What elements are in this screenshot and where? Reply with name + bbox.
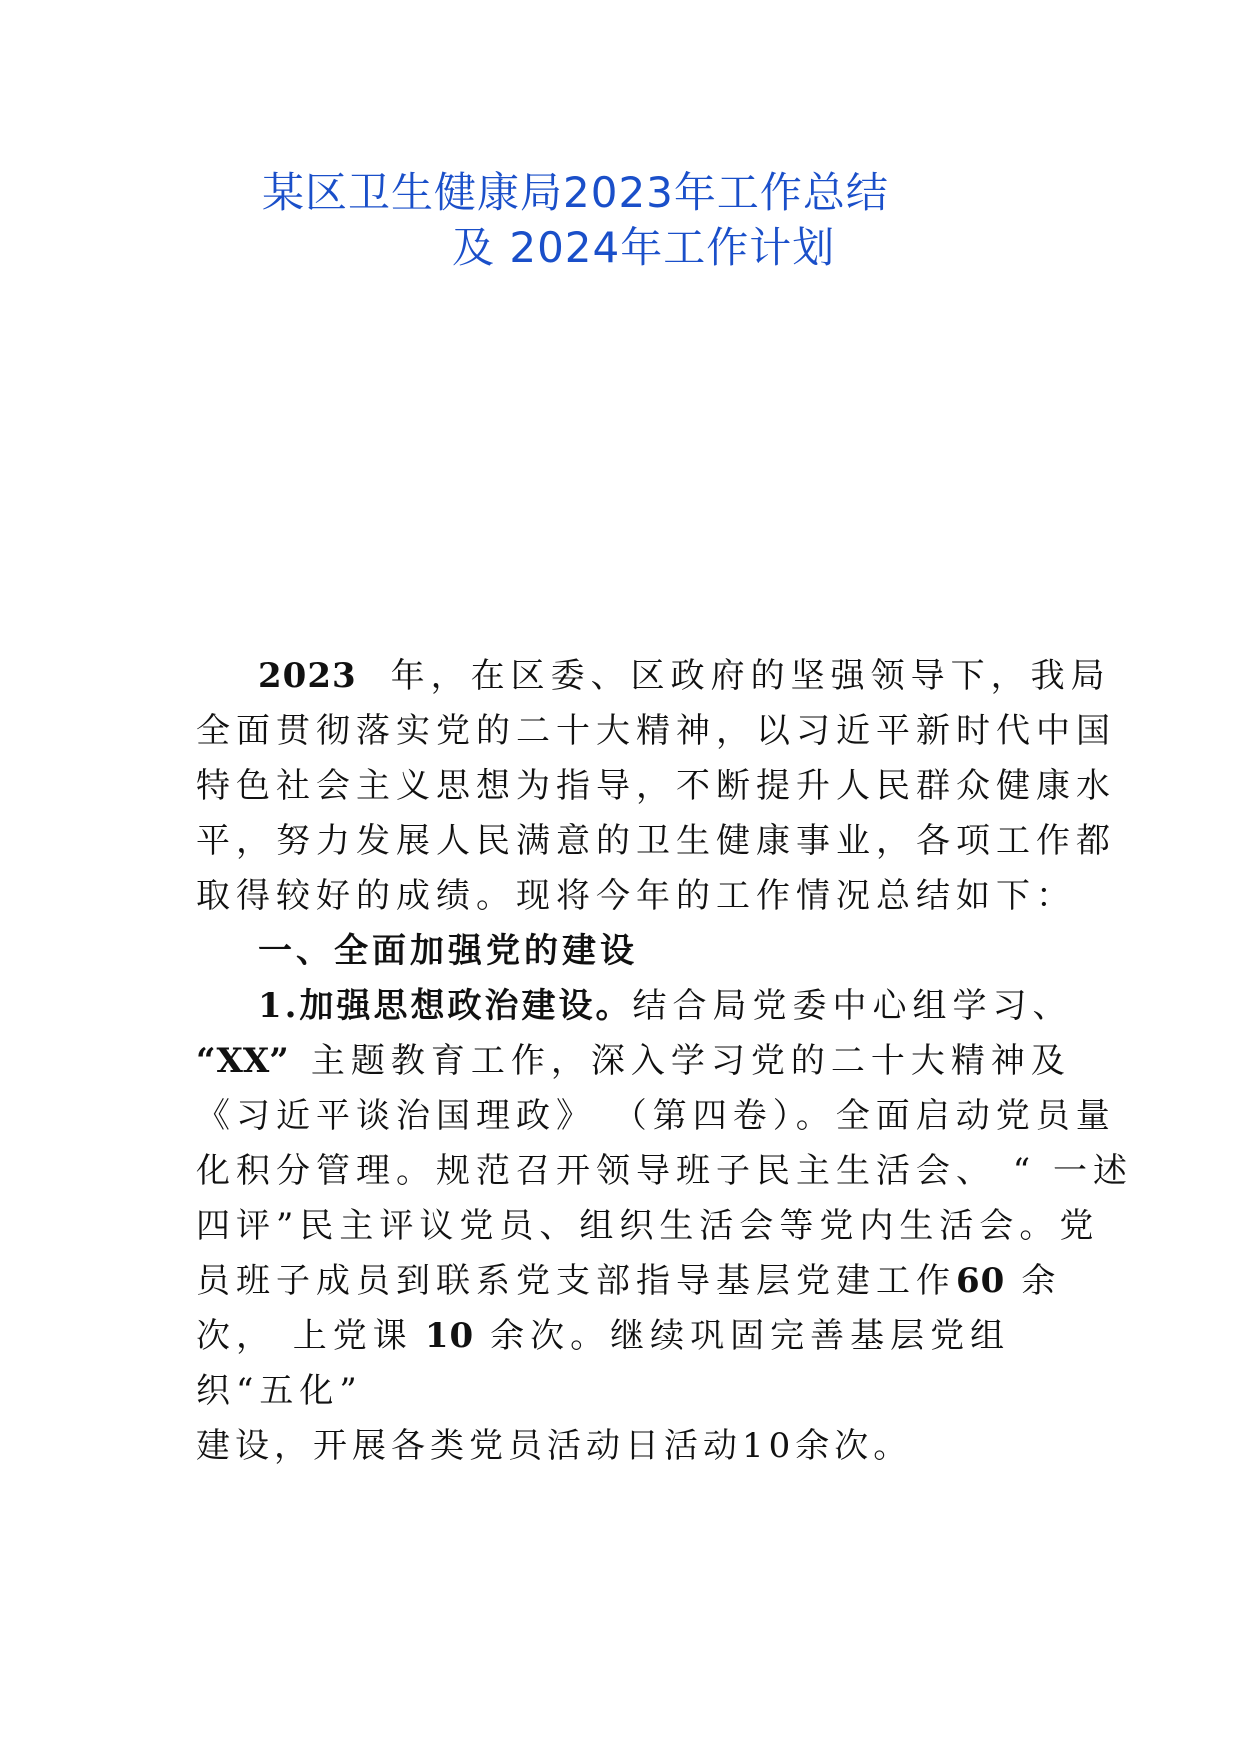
item1-line-7-suffix: 余次。继续巩固完善基层党组	[490, 1316, 1011, 1356]
item1-line-6-text: 员班子成员到联系党支部指导基层党建工作	[196, 1261, 956, 1301]
item1-line-7-text: 次， 上党课	[196, 1316, 413, 1356]
item1-line-2	[196, 1041, 1071, 1081]
intro-year: 2023	[258, 656, 357, 696]
item1-line-3: 《习近平谈治国理政》 （第四卷）。全面启动党员量	[196, 1096, 1116, 1136]
item1-line-6	[196, 1261, 1061, 1301]
item1-line-7-number: 10	[424, 1316, 475, 1356]
intro-line-4: 平，努力发展人民满意的卫生健康事业，各项工作都	[196, 821, 1116, 861]
item1-line-5: 四评”民主评议党员、组织生活会等党内生活会。党	[196, 1206, 1100, 1246]
item1-line-9: 建设，开展各类党员活动日活动10余次。	[196, 1426, 913, 1466]
intro-line-1	[258, 656, 1111, 696]
item1-line-6-number: 60	[956, 1261, 1006, 1301]
item1-line-8: 织“五化”	[196, 1371, 363, 1411]
document-title-line-2: 及 2024年工作计划	[452, 223, 836, 272]
intro-line-2: 全面贯彻落实党的二十大精神，以习近平新时代中国	[196, 711, 1116, 751]
item1-line-6-suffix: 余	[1021, 1261, 1062, 1301]
section-heading: 一、全面加强党的建设	[258, 931, 638, 971]
item1-line-1	[258, 986, 1073, 1026]
item1-line-7	[196, 1316, 1010, 1356]
item1-quote: “XX”	[196, 1041, 289, 1081]
intro-line-5: 取得较好的成绩。现将今年的工作情况总结如下：	[196, 876, 1076, 916]
item1-line-2-text: 主题教育工作，深入学习党的二十大精神及	[310, 1041, 1071, 1081]
item1-line-4: 化积分管理。规范召开领导班子民主生活会、 “ 一述	[196, 1151, 1133, 1191]
item1-line-1-text: 结合局党委中心组学习、	[632, 986, 1073, 1026]
intro-line-3: 特色社会主义思想为指导，不断提升人民群众健康水	[196, 766, 1116, 806]
item1-heading: 1.加强思想政治建设。	[258, 986, 633, 1026]
document-title-line-1: 某区卫生健康局2023年工作总结	[262, 168, 889, 217]
intro-line-1-text: 年，在区委、区政府的坚强领导下，我局	[390, 656, 1111, 696]
